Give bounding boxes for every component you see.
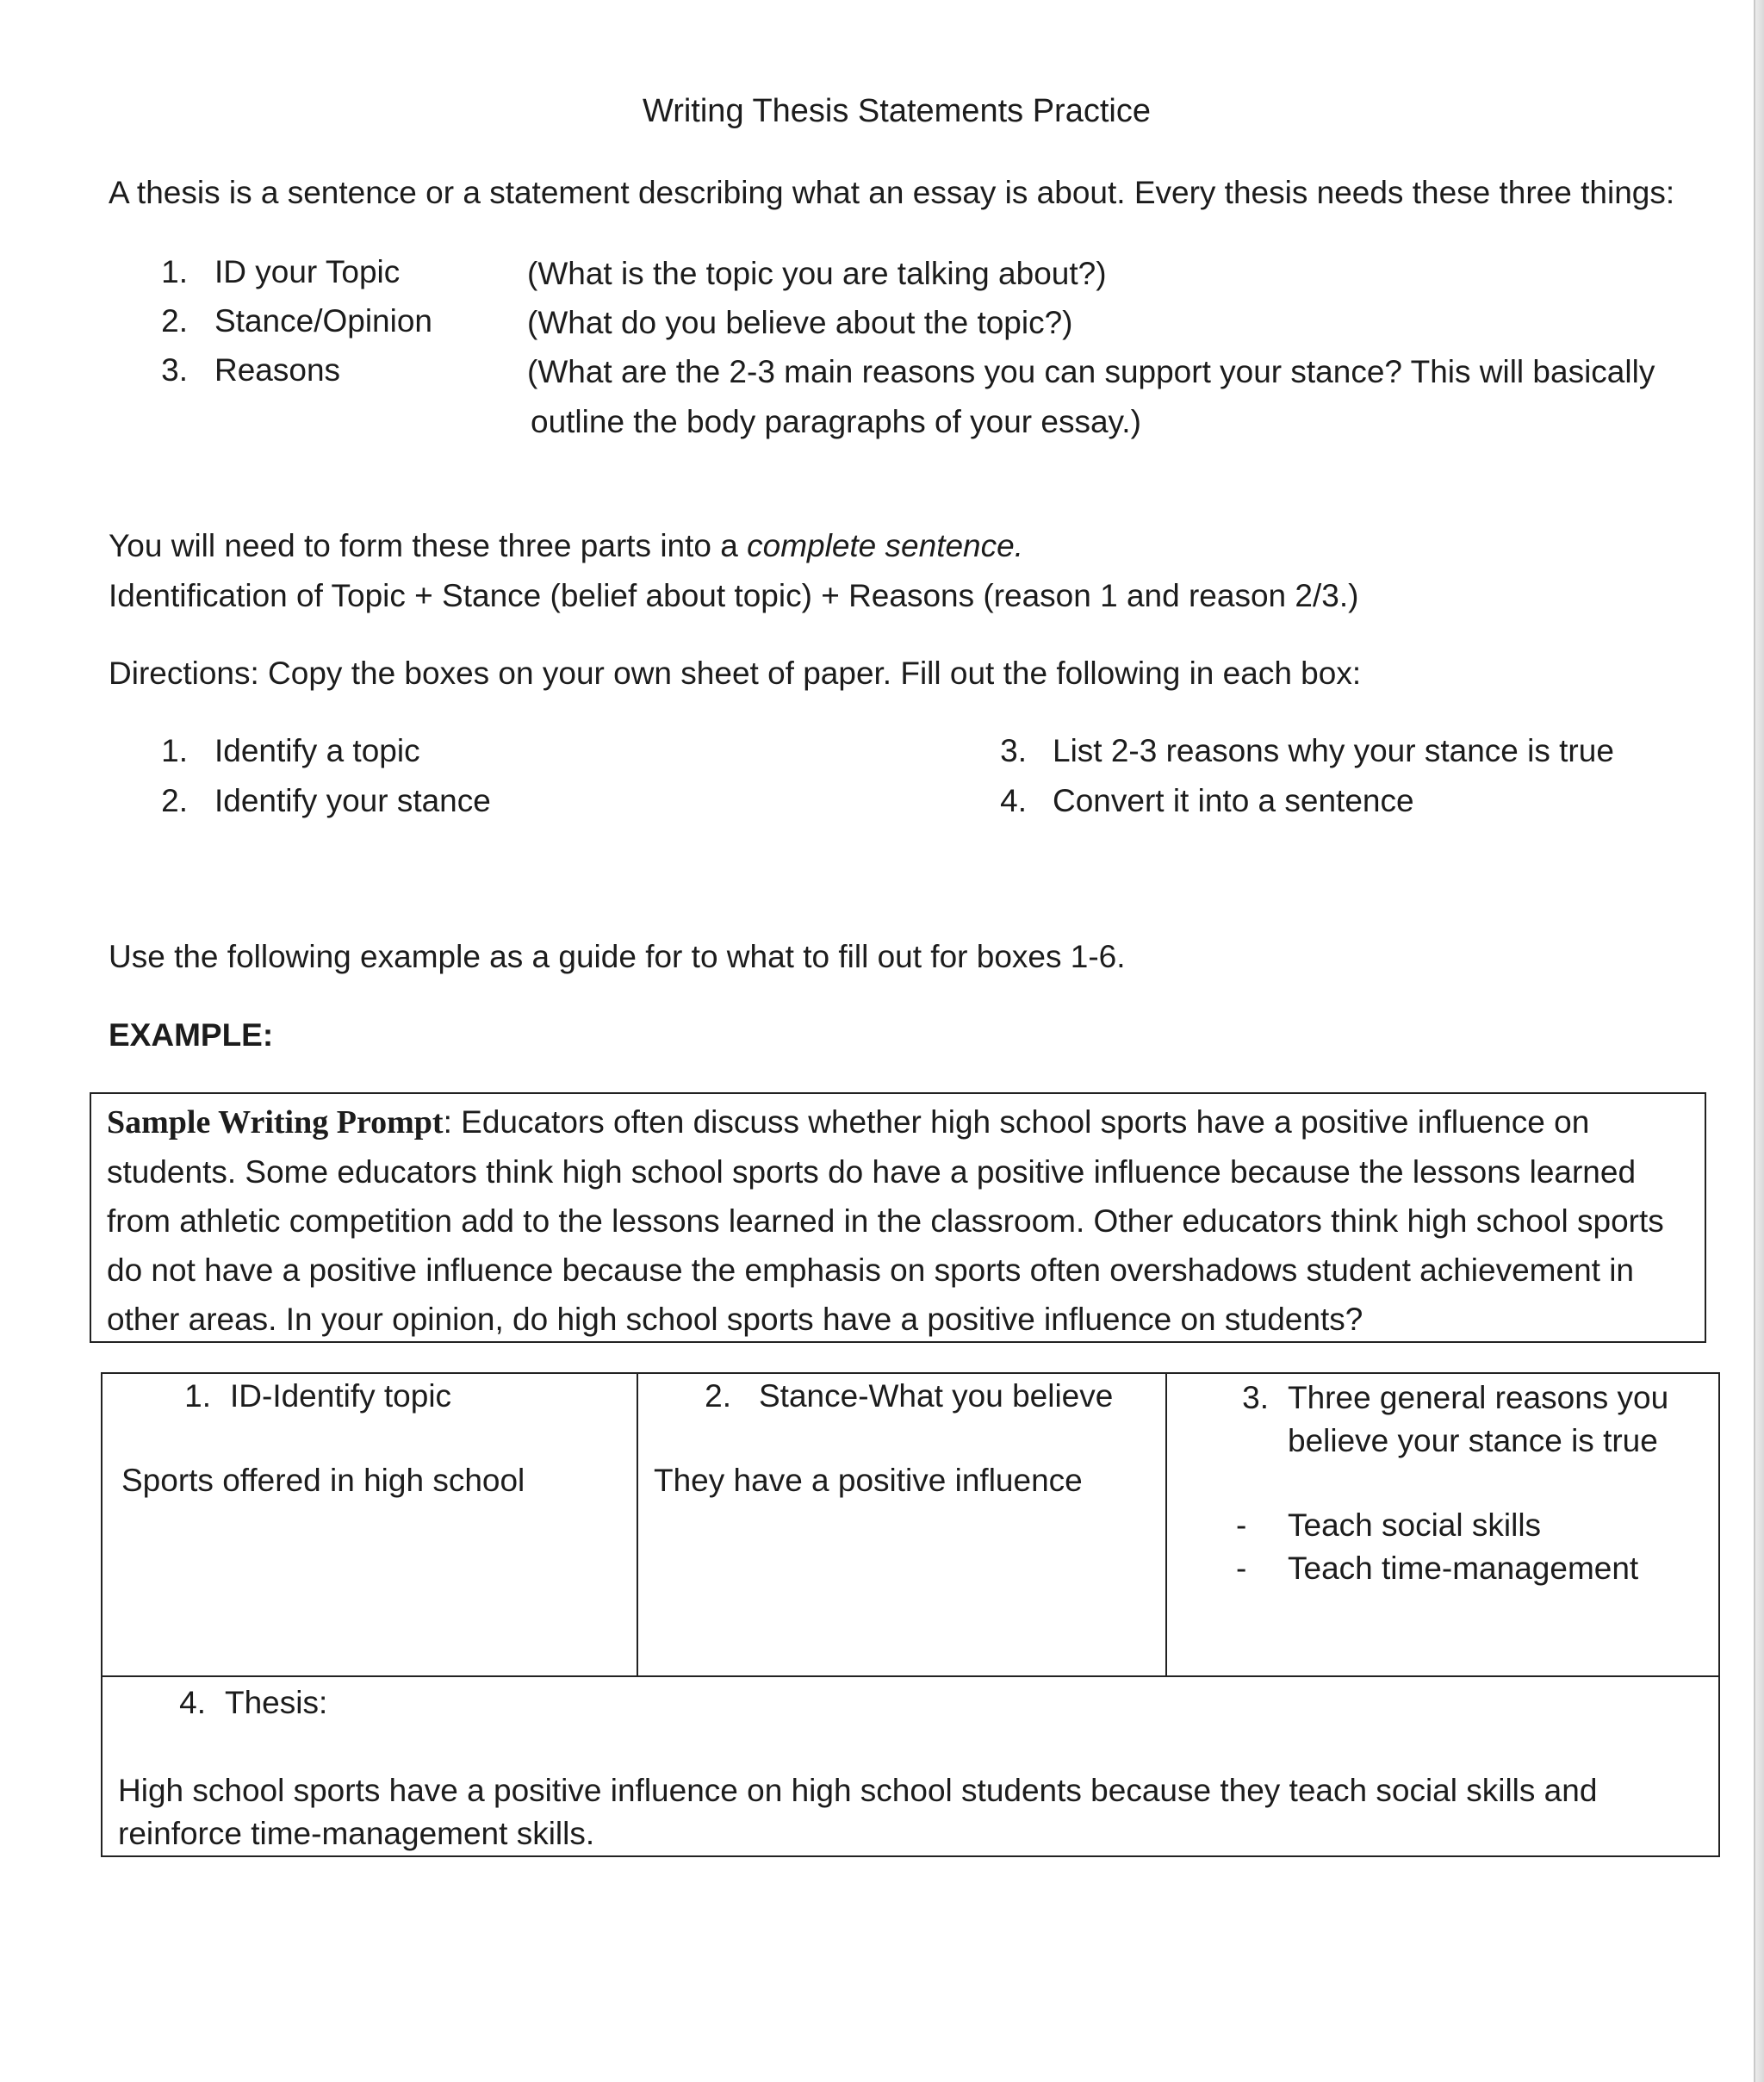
cell-number: 2.	[705, 1378, 731, 1414]
reason-bullet: -	[1236, 1551, 1247, 1586]
cell-answer: Sports offered in high school	[121, 1463, 525, 1498]
cell-number: 4.	[179, 1685, 206, 1720]
thesis-sentence-cont: reinforce time-management skills.	[118, 1816, 595, 1851]
step-text: Identify a topic	[214, 733, 420, 768]
table-cell-topic	[102, 1374, 638, 1675]
scan-edge	[1755, 0, 1764, 2082]
thesis-header: Thesis:	[225, 1685, 328, 1720]
thesis-sentence: High school sports have a positive influence on high school students because they teach social skills and	[118, 1773, 1598, 1808]
sample-prompt-colon: :	[443, 1104, 452, 1140]
part-number: 2.	[161, 303, 188, 339]
step-number: 4.	[1000, 783, 1027, 818]
part-question: (What do you believe about the topic?)	[527, 305, 1073, 340]
part-label: ID your Topic	[214, 254, 401, 289]
step-number: 3.	[1000, 733, 1027, 768]
part-number: 3.	[161, 352, 188, 388]
guide-text: Use the following example as a guide for to what to fill out for boxes 1-6.	[109, 939, 1126, 974]
part-question: (What is the topic you are talking about?)	[527, 256, 1107, 291]
part-label: Stance/Opinion	[214, 303, 433, 339]
cell-answer: They have a positive influence	[654, 1463, 1083, 1498]
form-line-text: You will need to form these three parts into a	[109, 528, 748, 563]
step-text: List 2-3 reasons why your stance is true	[1053, 733, 1614, 768]
sample-prompt-box	[90, 1092, 1706, 1343]
step-text: Identify your stance	[214, 783, 491, 818]
part-question: (What are the 2-3 main reasons you can support your stance? This will basically	[527, 354, 1655, 389]
reason-item: Teach social skills	[1288, 1507, 1542, 1543]
cell-header: Three general reasons you	[1288, 1380, 1669, 1415]
part-label: Reasons	[214, 352, 341, 388]
sample-prompt-body: Educators often discuss whether high school sports have a positive influence on students. Some educators think high school sports do have a positive influence because the lessons learned from athletic competition add to the lessons learned in the classroom. Other educators think high school sports do not have a positive influence because the emphasis on sports often overshadows student achievement in other areas. In your opinion, do high school sports have a positive influence on students?	[107, 1104, 1664, 1337]
example-table	[101, 1372, 1720, 1857]
formula-line: Identification of Topic + Stance (belief about topic) + Reasons (reason 1 and reason 2/3.)	[109, 578, 1359, 613]
sample-prompt-label: Sample Writing Prompt	[107, 1104, 444, 1140]
step-number: 1.	[161, 733, 188, 768]
part-number: 1.	[161, 254, 188, 289]
table-cell-reasons	[1167, 1374, 1718, 1675]
page-title: Writing Thesis Statements Practice	[643, 93, 1151, 129]
cell-header-cont: believe your stance is true	[1288, 1423, 1658, 1458]
reason-item: Teach time-management	[1288, 1551, 1639, 1586]
example-label: EXAMPLE:	[109, 1017, 274, 1053]
intro-text: A thesis is a sentence or a statement describing what an essay is about. Every thesis needs these three things:	[109, 175, 1675, 210]
cell-header: ID-Identify topic	[230, 1378, 452, 1414]
step-text: Convert it into a sentence	[1053, 783, 1414, 818]
table-cell-stance	[638, 1374, 1167, 1675]
reason-bullet: -	[1236, 1507, 1247, 1543]
cell-header: Stance-What you believe	[759, 1378, 1114, 1414]
form-sentence-line	[109, 525, 1023, 567]
form-line-emphasis: complete sentence.	[747, 528, 1023, 563]
cell-number: 1.	[184, 1378, 211, 1414]
part-question-continued: outline the body paragraphs of your essay.)	[531, 404, 1141, 439]
step-number: 2.	[161, 783, 188, 818]
sample-prompt-text	[107, 1097, 1692, 1344]
table-row-thesis	[102, 1675, 1718, 1857]
cell-number: 3.	[1242, 1380, 1269, 1415]
directions-text: Directions: Copy the boxes on your own sheet of paper. Fill out the following in each box:	[109, 656, 1362, 691]
